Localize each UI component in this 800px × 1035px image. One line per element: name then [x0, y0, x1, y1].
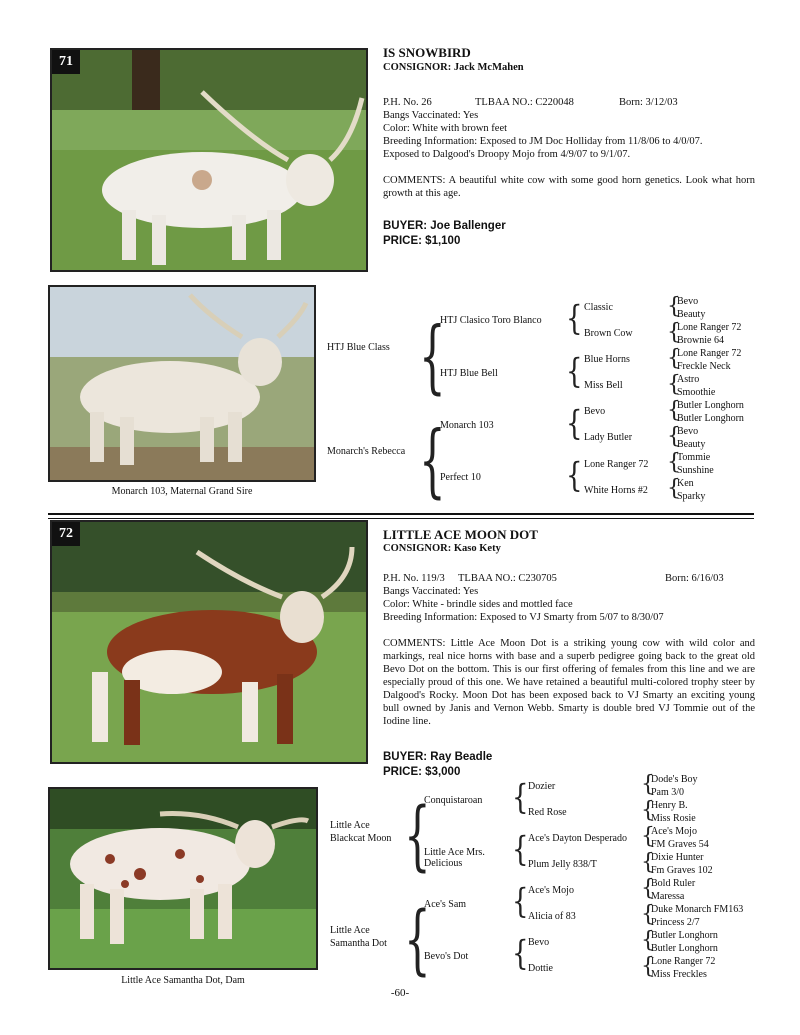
pedigree-g4: Ace's Mojo: [651, 826, 697, 837]
brace-icon: {: [566, 456, 583, 496]
pedigree-g3: Ace's Mojo: [528, 885, 574, 896]
brace-icon: {: [641, 824, 655, 849]
pedigree-g3: Red Rose: [528, 807, 567, 818]
pedigree-g4: Bevo: [677, 426, 699, 437]
pedigree-g4: Butler Longhorn: [651, 930, 718, 941]
pedigree-g4: Princess 2/7: [651, 917, 700, 928]
brace-icon: {: [512, 882, 529, 922]
pedigree-g3: Bevo: [584, 406, 606, 417]
page-number: -60-: [390, 987, 410, 999]
brace-icon: {: [641, 876, 655, 901]
brace-icon: {: [667, 450, 681, 475]
breeding-info-2: Exposed to Dalgood's Droopy Mojo from 4/9/07 to 9/1/07.: [383, 149, 631, 160]
pedigree-g4: Henry B.: [651, 800, 688, 811]
pedigree-g3: Alicia of 83: [528, 911, 576, 922]
lot-72-buyer: BUYER: Ray Beadle: [383, 751, 493, 763]
pedigree-g4: Sparky: [677, 491, 706, 502]
pedigree-g4: Sunshine: [677, 465, 714, 476]
pedigree-g4: Maressa: [651, 891, 685, 902]
pedigree-g4: Smoothie: [677, 387, 716, 398]
pedigree-g3: Classic: [584, 302, 613, 313]
brace-icon: {: [641, 850, 655, 875]
pedigree-g3: Lady Butler: [584, 432, 633, 443]
pedigree-g3: White Horns #2: [584, 485, 648, 496]
pedigree-g3: Miss Bell: [584, 380, 623, 391]
pedigree-g4: Dode's Boy: [651, 774, 698, 785]
pedigree-g2: HTJ Blue Bell: [440, 368, 498, 379]
lot-71-details: [383, 96, 755, 200]
lot-71-price: PRICE: $1,100: [383, 235, 461, 247]
pedigree-dam-line2: Samantha Dot: [330, 938, 387, 949]
dam-photo: [48, 787, 318, 970]
lot-number-badge: 71: [52, 50, 80, 74]
pedigree-g4: Bevo: [677, 296, 699, 307]
pedigree-g4: Pam 3/0: [651, 787, 685, 798]
lot-71-buyer: BUYER: Joe Ballenger: [383, 220, 506, 232]
lot-71-consignor: CONSIGNOR: Jack McMahen: [383, 62, 524, 73]
brace-icon: {: [512, 934, 529, 974]
born-date: Born: 3/12/03: [619, 97, 678, 108]
lot-72-details: [383, 572, 755, 728]
ph-no: P.H. No. 119/3: [383, 573, 445, 584]
pedigree-g3: Blue Horns: [584, 354, 630, 365]
lot-72-name: LITTLE ACE MOON DOT: [383, 527, 538, 542]
pedigree-g2: Conquistaroan: [424, 795, 483, 806]
longhorn-cow-photo-72: [52, 522, 368, 764]
brace-icon: {: [667, 294, 681, 319]
pedigree-g4: Beauty: [677, 439, 706, 450]
comments: COMMENTS: A beautiful white cow with some good horn genetics. Look what horn growth at this age.: [383, 175, 755, 199]
pedigree-g4: Lone Ranger 72: [677, 322, 742, 333]
brace-icon: {: [641, 902, 655, 927]
pedigree-sire: HTJ Blue Class: [327, 342, 390, 353]
pedigree-g4: Astro: [677, 374, 700, 385]
pedigree-dam: Monarch's Rebecca: [327, 446, 406, 457]
pedigree-g2-line1: Little Ace Mrs.: [424, 847, 485, 858]
section-divider: [48, 513, 754, 515]
pedigree-g4: Miss Rosie: [651, 813, 696, 824]
pedigree-g3: Lone Ranger 72: [584, 459, 649, 470]
pedigree-g3: Brown Cow: [584, 328, 633, 339]
pedigree-sire-line1: Little Ace: [330, 820, 370, 831]
lot-71-photo: [50, 48, 368, 272]
color-info: Color: White - brindle sides and mottled face: [383, 599, 573, 610]
pedigree-g4: Bold Ruler: [651, 878, 696, 889]
brace-icon: {: [641, 928, 655, 953]
maternal-grand-sire-photo: [48, 285, 316, 482]
pedigree-g4: Butler Longhorn: [651, 943, 718, 954]
breeding-info: Breeding Information: Exposed to JM Doc Holliday from 11/8/06 to 4/0/07.: [383, 136, 703, 147]
pedigree-g2: Monarch 103: [440, 420, 494, 431]
pedigree-g4: Duke Monarch FM163: [651, 904, 744, 915]
pedigree-g4: Lone Ranger 72: [651, 956, 716, 967]
brace-icon: {: [566, 352, 583, 392]
longhorn-cow-photo-71: [52, 50, 368, 272]
brace-icon: {: [667, 476, 681, 501]
pedigree-g3: Ace's Dayton Desperado: [528, 833, 627, 844]
comments: COMMENTS: Little Ace Moon Dot is a striking young cow with wild color and markings, real nice horns with base and a superb pedigree going back to the great old Bevo Dot on the bottom. This is our first offering of females from this line and we are especially proud of this one. We have retained a beautiful multi-colored trophy steer by Dalgood's Rocky. Moon Dot has been exposed back to VJ Smarty an exciting young bull owned by Janis and Vernon Webb. Smarty is double bred VJ Tommie out of the Iodine line.: [383, 638, 755, 727]
pedigree-g3: Plum Jelly 838/T: [528, 859, 597, 870]
bangs-vaccinated: Bangs Vaccinated: Yes: [383, 586, 479, 597]
brace-icon: {: [641, 772, 655, 797]
pedigree-g4: Butler Longhorn: [677, 400, 744, 411]
brace-icon: {: [566, 299, 583, 339]
pedigree-g3: Dozier: [528, 781, 556, 792]
brace-icon: {: [641, 954, 655, 979]
brace-icon: {: [667, 424, 681, 449]
lot-number-badge: 72: [52, 522, 80, 546]
lot-72-consignor: CONSIGNOR: Kaso Kety: [383, 543, 501, 554]
pedigree-g2: Perfect 10: [440, 472, 481, 483]
pedigree-g4: FM Graves 54: [651, 839, 709, 850]
pedigree-g3: Bevo: [528, 937, 550, 948]
pedigree-g4: Beauty: [677, 309, 706, 320]
lot-72-photo: [50, 520, 368, 764]
dam-caption: Little Ace Samantha Dot, Dam: [121, 975, 245, 986]
pedigree-g4: Brownie 64: [677, 335, 724, 346]
pedigree-g4: Butler Longhorn: [677, 413, 744, 424]
brace-icon: {: [667, 372, 681, 397]
lot-71-name: IS SNOWBIRD: [383, 45, 471, 60]
brace-icon: {: [419, 413, 446, 507]
pedigree-g4: Fm Graves 102: [651, 865, 713, 876]
brace-icon: {: [566, 404, 583, 444]
longhorn-dam-photo: [50, 789, 318, 970]
breeding-info: Breeding Information: Exposed to VJ Smarty from 5/07 to 8/30/07: [383, 612, 664, 623]
tlbaa-no: TLBAA NO.: C230705: [458, 573, 557, 584]
pedigree-g4: Freckle Neck: [677, 361, 731, 372]
pedigree-g4: Ken: [677, 478, 694, 489]
brace-icon: {: [667, 346, 681, 371]
brace-icon: {: [641, 798, 655, 823]
brace-icon: {: [512, 778, 529, 818]
pedigree-dam-line1: Little Ace: [330, 925, 370, 936]
pedigree-g4: Lone Ranger 72: [677, 348, 742, 359]
pedigree-g4: Dixie Hunter: [651, 852, 704, 863]
tlbaa-no: TLBAA NO.: C220048: [475, 97, 574, 108]
lot-72-price: PRICE: $3,000: [383, 766, 461, 778]
born-date: Born: 6/16/03: [665, 573, 724, 584]
pedigree-g2-line2: Delicious: [424, 858, 463, 869]
color-info: Color: White with brown feet: [383, 123, 508, 134]
section-divider-thin: [48, 518, 754, 519]
brace-icon: {: [419, 309, 446, 403]
pedigree-g4: Miss Freckles: [651, 969, 707, 980]
ph-no: P.H. No. 26: [383, 97, 432, 108]
pedigree-g2: HTJ Clasico Toro Blanco: [440, 315, 542, 326]
brace-icon: {: [512, 830, 529, 870]
pedigree-sire-line2: Blackcat Moon: [330, 833, 392, 844]
sire-caption: Monarch 103, Maternal Grand Sire: [111, 486, 253, 497]
brace-icon: {: [404, 790, 431, 879]
pedigree-g2: Bevo's Dot: [424, 951, 469, 962]
pedigree-g3: Dottie: [528, 963, 553, 974]
brace-icon: {: [667, 320, 681, 345]
pedigree-g2: Ace's Sam: [424, 899, 467, 910]
pedigree-g4: Tommie: [677, 452, 711, 463]
brace-icon: {: [667, 398, 681, 423]
longhorn-bull-photo: [50, 287, 316, 482]
brace-icon: {: [404, 894, 431, 983]
bangs-vaccinated: Bangs Vaccinated: Yes: [383, 110, 479, 121]
